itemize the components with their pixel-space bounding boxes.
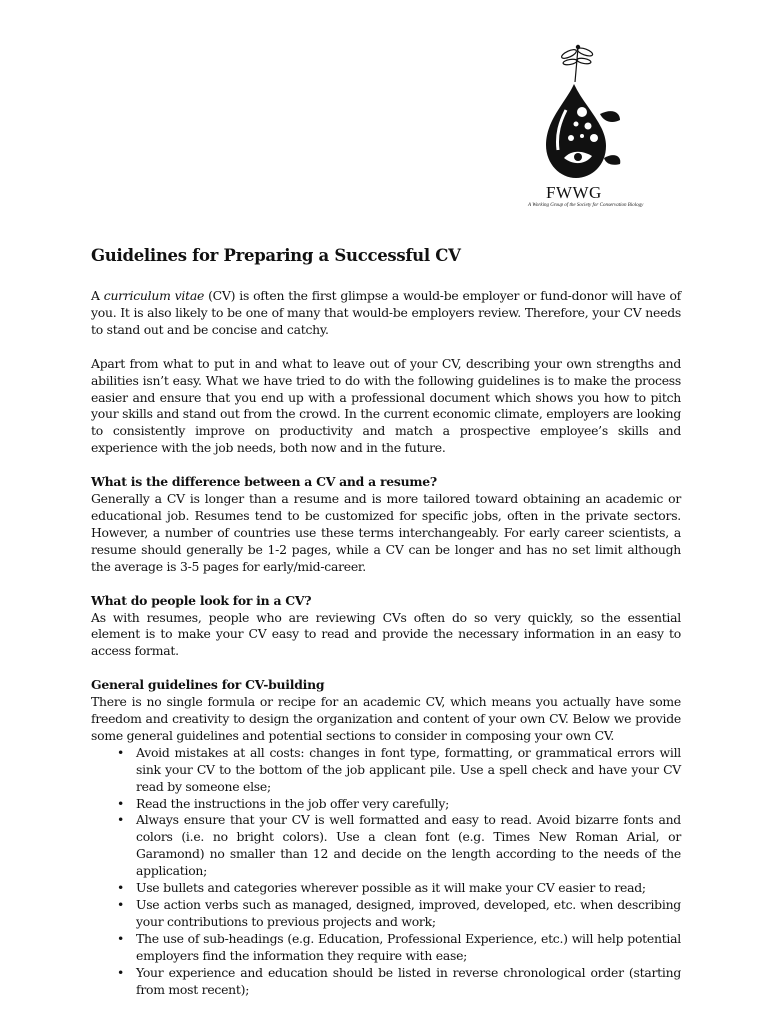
list-item: • Always ensure that your CV is well formatted and easy to read. Avoid bizarre fonts and colors (i.e. no bright colors). Use a clean font (e.g. Times New Roman Arial, or Garamond) no smaller than 12 and decide on the length according to the needs of the application; xyxy=(136,812,681,880)
guidelines-list xyxy=(91,745,681,999)
document-body xyxy=(91,244,681,998)
list-item: • The use of sub-headings (e.g. Education, Professional Experience, etc.) will help potential employers find the information they require with ease; xyxy=(136,931,681,965)
section-body: Generally a CV is longer than a resume and is more tailored toward obtaining an academic or educational job. Resumes tend to be customized for specific jobs, often in the private sectors. However, a number of countries use these terms interchangeably. For early career scientists, a resume should generally be 1-2 pages, while a CV can be longer and has no set limit although the average is 3-5 pages for early/mid-career. xyxy=(91,491,681,574)
fwwg-logo xyxy=(516,40,646,215)
section-what-people-look-for xyxy=(91,593,681,661)
intro-term: curriculum vitae xyxy=(103,288,205,303)
list-item: • Use action verbs such as managed, designed, improved, developed, etc. when describing your contributions to previous projects and work; xyxy=(136,897,681,931)
intro-lead: A xyxy=(91,288,104,303)
section-heading: What is the difference between a CV and a resume? xyxy=(91,474,437,490)
section-body: There is no single formula or recipe for an academic CV, which means you actually have some freedom and creativity to design the organization and content of your own CV. Below we provide some general guidelines and potential sections to consider in composing your own CV. xyxy=(91,694,681,743)
section-heading: General guidelines for CV-building xyxy=(91,677,325,693)
section-heading: What do people look for in a CV? xyxy=(91,592,312,608)
logo-subtitle: A Working Group of the Society for Conservation Biology xyxy=(528,203,644,208)
paragraph-2: Apart from what to put in and what to leave out of your CV, describing your own strengths and abilities isn’t easy. What we have tried to do with the following guidelines is to make the process easier and ensure that you end up with a professional document which shows you how to pitch your skills and stand out from the crowd. In the current economic climate, employers are looking to consistently improve on productivity and match a prospective employee’s skills and experience with the job needs, both now and in the future. xyxy=(91,355,681,456)
document-title: Guidelines for Preparing a Successful CV xyxy=(91,246,461,265)
drop-frog-logo-icon xyxy=(516,40,646,185)
logo-title: FWWG xyxy=(546,183,602,202)
section-cv-vs-resume xyxy=(91,474,681,575)
intro-paragraph xyxy=(91,288,681,339)
list-item: • Avoid mistakes at all costs: changes in font type, formatting, or grammatical errors will sink your CV to the bottom of the job applicant pile. Use a spell check and have your CV read by someone else; xyxy=(136,745,681,796)
list-item: • Use bullets and categories wherever possible as it will make your CV easier to read; xyxy=(136,880,681,897)
section-general-guidelines xyxy=(91,677,681,745)
list-item: • Read the instructions in the job offer very carefully; xyxy=(136,796,681,813)
list-item: • Your experience and education should be listed in reverse chronological order (starting from most recent); xyxy=(136,965,681,999)
section-body: As with resumes, people who are reviewing CVs often do so very quickly, so the essential element is to make your CV easy to read and provide the necessary information in an easy to access format. xyxy=(91,609,681,659)
intro-rest: (CV) is often the first glimpse a would-be employer or fund-donor will have of you. It is also likely to be one of many that would-be employers review. Therefore, your CV needs to stand out and be concise and catchy. xyxy=(91,288,681,337)
